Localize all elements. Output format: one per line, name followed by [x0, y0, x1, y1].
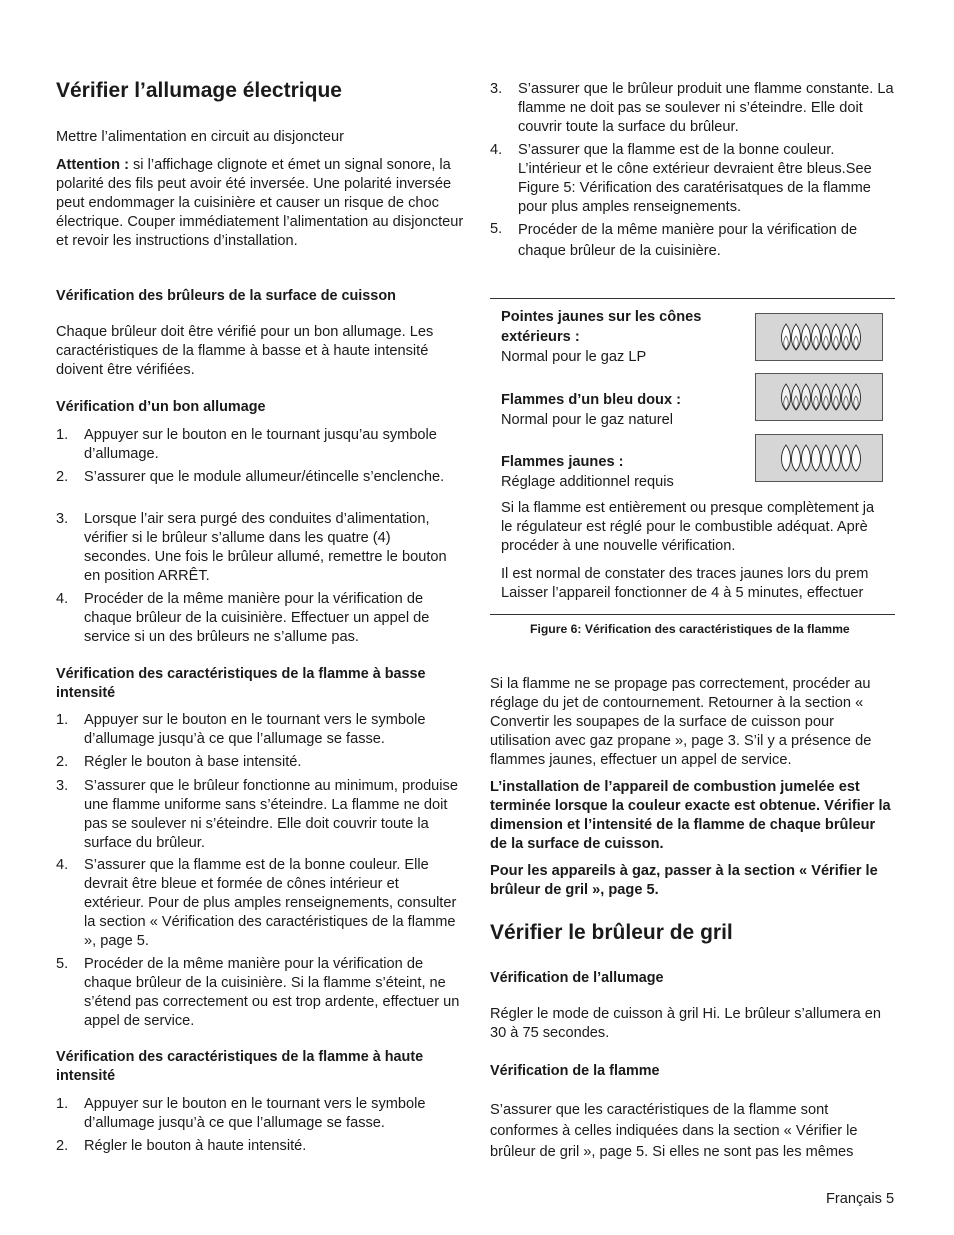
- flame-lp-svg: [756, 314, 882, 360]
- flame-cone: [852, 445, 861, 471]
- figure-note-2-line-1: Il est normal de constater des traces jaunes lors du prem: [501, 566, 869, 582]
- flame-label-natural: Flammes d’un bleu doux :: [501, 392, 682, 408]
- flame-cone: [842, 324, 851, 350]
- figure-note-1-line-2: le régulateur est réglé pour le combustible adéquat. Aprè: [501, 519, 868, 535]
- flame-cone: [812, 445, 821, 471]
- flame-cone: [812, 384, 821, 410]
- flame-cone: [842, 445, 851, 471]
- flame-image-yellow: [755, 434, 883, 482]
- flame-cone: [802, 324, 811, 350]
- flame-image-lp: [755, 313, 883, 361]
- figure-note-2-line-2: Laisser l’appareil fonctionner de 4 à 5 minutes, effectuer: [501, 585, 864, 601]
- ignition-check-paragraph: Régler le mode de cuisson à gril Hi. Le brûleur s’allumera en 30 à 75 secondes.: [490, 1006, 881, 1041]
- figure-note-1-line-1: Si la flamme est entièrement ou presque complètement ja: [501, 500, 875, 516]
- flame-cone: [782, 445, 791, 471]
- attention-text: si l’affichage clignote et émet un signal sonore, la polarité des fils peut avoir été inversée. Une polarité inversée peut endommager la cuisinière et causer un risque de choc électrique. Couper immédiatement l’alimentation au disjoncteur et revoir les instructions d’installation.: [56, 157, 464, 249]
- figure-row-lp: [501, 307, 741, 367]
- page-footer: Français 5: [826, 1191, 895, 1207]
- flame-cone: [792, 445, 801, 471]
- flame-cone: [802, 384, 811, 410]
- heading-ignition-check: Vérification de l’allumage: [490, 970, 664, 986]
- flame-label-yellow: Flammes jaunes :: [501, 454, 624, 470]
- flame-image-natural: [755, 373, 883, 421]
- heading-high-flame: Vérification des caractéristiques de la flamme à haute intensité: [56, 1049, 424, 1084]
- flame-cone: [802, 445, 811, 471]
- figure-row-yellow: [501, 452, 741, 492]
- figure-caption: Figure 6: Vérification des caractéristiques de la flamme: [530, 622, 850, 636]
- flame-cone: [832, 384, 841, 410]
- flame-cone: [832, 445, 841, 471]
- figure-top-rule: [490, 298, 895, 299]
- flame-cone: [782, 384, 791, 410]
- flame-cone: [842, 384, 851, 410]
- bypass-paragraph: Si la flamme ne se propage pas correctement, procéder au réglage du jet de contournement. Retourner à la section « Convertir les soupapes de la surface de cuisson pour utilisation avec gaz propane », page 3. S’il y a présence de flammes jaunes, effectuer un appel de service.: [490, 676, 872, 768]
- figure-row-natural: [501, 390, 741, 430]
- heading-flame-check: Vérification de la flamme: [490, 1063, 660, 1079]
- gas-appliance-note: Pour les appareils à gaz, passer à la section « Vérifier le brûleur de gril », page 5.: [490, 863, 878, 898]
- figure-note-1-line-3: procéder à une nouvelle vérification.: [501, 538, 736, 554]
- installation-complete-paragraph: L’installation de l’appareil de combustion jumelée est terminée lorsque la couleur exacte est obtenue. Vérifier la dimension et l’intensité de la flamme de chaque brûleur de la surface de cuisson.: [490, 779, 891, 852]
- attention-paragraph: [56, 156, 464, 251]
- flame-yellow-svg: [756, 435, 882, 481]
- flame-natural-svg: [756, 374, 882, 420]
- flame-cone: [852, 384, 861, 410]
- flame-cone: [782, 324, 791, 350]
- flame-cone: [812, 324, 821, 350]
- figure-bottom-rule: [490, 614, 895, 615]
- flame-desc-yellow: Réglage additionnel requis: [501, 474, 674, 490]
- heading-good-ignition: Vérification d’un bon allumage: [56, 399, 266, 415]
- heading-surface-burners: Vérification des brûleurs de la surface de cuisson: [56, 288, 396, 304]
- flame-cone: [832, 324, 841, 350]
- flame-cone: [792, 384, 801, 410]
- flame-label-lp: Pointes jaunes sur les cônes extérieurs :: [501, 309, 702, 345]
- intro-text: Mettre l’alimentation en circuit au disjoncteur: [56, 129, 344, 145]
- attention-label: Attention :: [56, 157, 129, 173]
- flame-cone: [822, 445, 831, 471]
- surface-burners-paragraph: Chaque brûleur doit être vérifié pour un bon allumage. Les caractéristiques de la flamme à basse et à haute intensité doivent être vérifiées.: [56, 324, 434, 378]
- flame-check-paragraph: S’assurer que les caractéristiques de la flamme sont conformes à celles indiquées dans la section « Vérifier le brûleur de gril », page 5. Si elles ne sont pas les mêmes: [490, 1102, 858, 1160]
- flame-cone: [822, 324, 831, 350]
- flame-cone: [792, 324, 801, 350]
- section-title-electric-ignition: Vérifier l’allumage électrique: [56, 79, 342, 102]
- flame-desc-natural: Normal pour le gaz naturel: [501, 412, 673, 428]
- flame-desc-lp: Normal pour le gaz LP: [501, 349, 647, 365]
- heading-low-flame: Vérification des caractéristiques de la flamme à basse intensité: [56, 666, 426, 701]
- flame-cone: [822, 384, 831, 410]
- flame-cone: [852, 324, 861, 350]
- section-title-broil-burner: Vérifier le brûleur de gril: [490, 921, 733, 944]
